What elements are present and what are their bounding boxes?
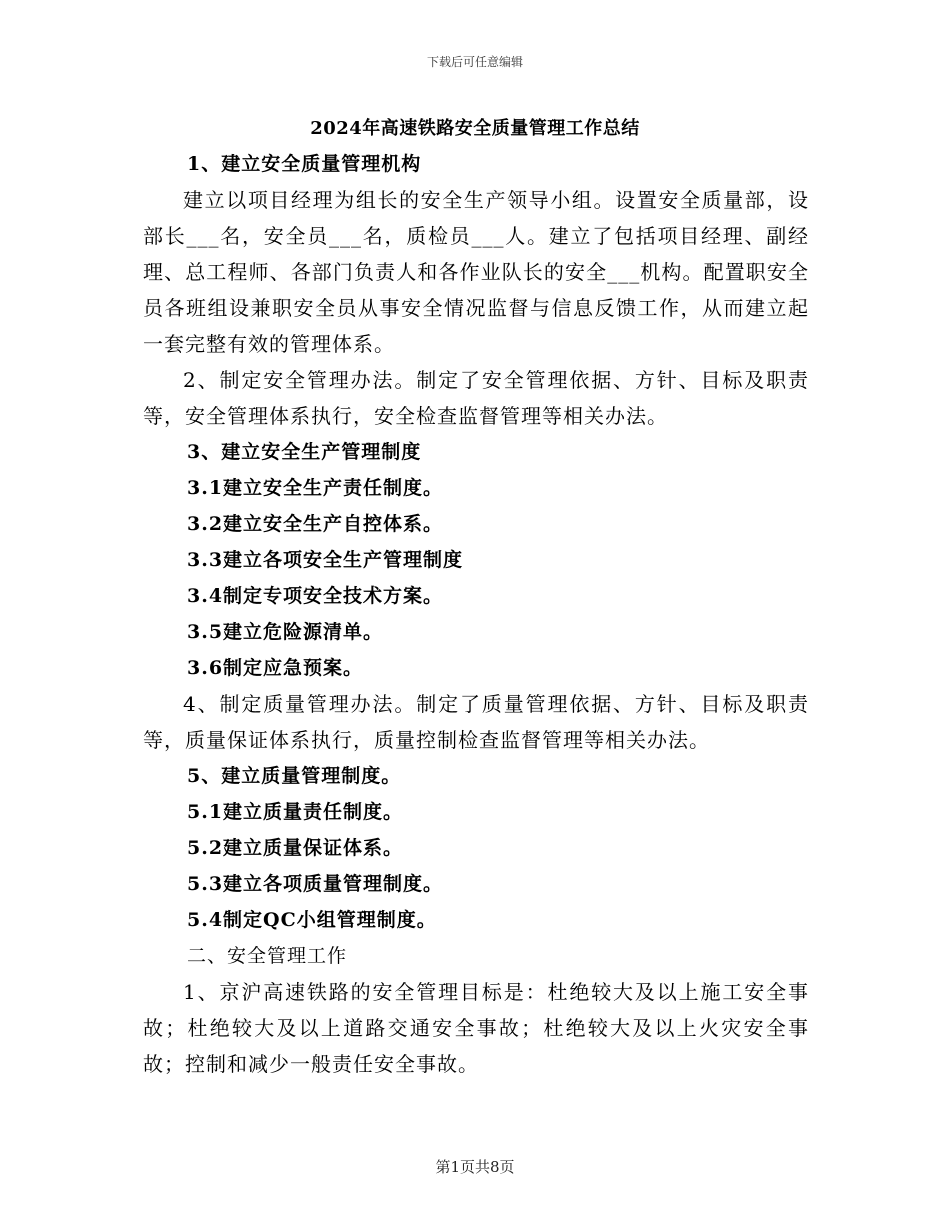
document-title: 2024年高速铁路安全质量管理工作总结 bbox=[310, 118, 640, 139]
subsection-heading: 3.3建立各项安全生产管理制度 bbox=[187, 549, 464, 571]
subsection-heading: 5.4制定QC小组管理制度。 bbox=[187, 909, 437, 931]
subsection-heading: 5.3建立各项质量管理制度。 bbox=[187, 873, 444, 895]
body-paragraph: 4、制定质量管理办法。制定了质量管理依据、方针、目标及职责等，质量保证体系执行，质量控制检查监督管理等相关办法。 bbox=[143, 692, 809, 752]
body-paragraph: 2、制定安全管理办法。制定了安全管理依据、方针、目标及职责等，安全管理体系执行，安全检查监督管理等相关办法。 bbox=[143, 368, 809, 428]
subsection-heading: 3.4制定专项安全技术方案。 bbox=[187, 585, 444, 607]
body-paragraph: 建立以项目经理为组长的安全生产领导小组。设置安全质量部，设部长___名，安全员___名，质检员___人。建立了包括项目经理、副经理、总工程师、各部门负责人和各作业队长的安全___机构。配置职安全员各班组设兼职安全员从事安全情况监督与信息反馈工作，从而建立起一套完整有效的管理体系。 bbox=[143, 188, 809, 356]
subsection-heading: 3.2建立安全生产自控体系。 bbox=[187, 513, 444, 535]
page-number: 第1页共8页 bbox=[435, 1158, 515, 1176]
subsection-heading: 5.1建立质量责任制度。 bbox=[187, 801, 404, 823]
section-heading: 1、建立安全质量管理机构 bbox=[187, 153, 422, 175]
subsection-heading: 3.6制定应急预案。 bbox=[187, 657, 364, 679]
section-heading: 3、建立安全生产管理制度 bbox=[187, 441, 422, 463]
subsection-heading: 5.2建立质量保证体系。 bbox=[187, 837, 404, 859]
subsection-heading: 3.5建立危险源清单。 bbox=[187, 621, 384, 643]
document-body bbox=[143, 146, 809, 1082]
body-paragraph: 1、京沪高速铁路的安全管理目标是：杜绝较大及以上施工安全事故；杜绝较大及以上道路交通安全事故；杜绝较大及以上火灾安全事故；控制和减少一般责任安全事故。 bbox=[143, 980, 809, 1076]
chapter-heading: 二、安全管理工作 bbox=[187, 945, 348, 967]
subsection-heading: 3.1建立安全生产责任制度。 bbox=[187, 477, 444, 499]
page-header-note: 下载后可任意编辑 bbox=[426, 55, 523, 69]
section-heading: 5、建立质量管理制度。 bbox=[187, 765, 402, 787]
